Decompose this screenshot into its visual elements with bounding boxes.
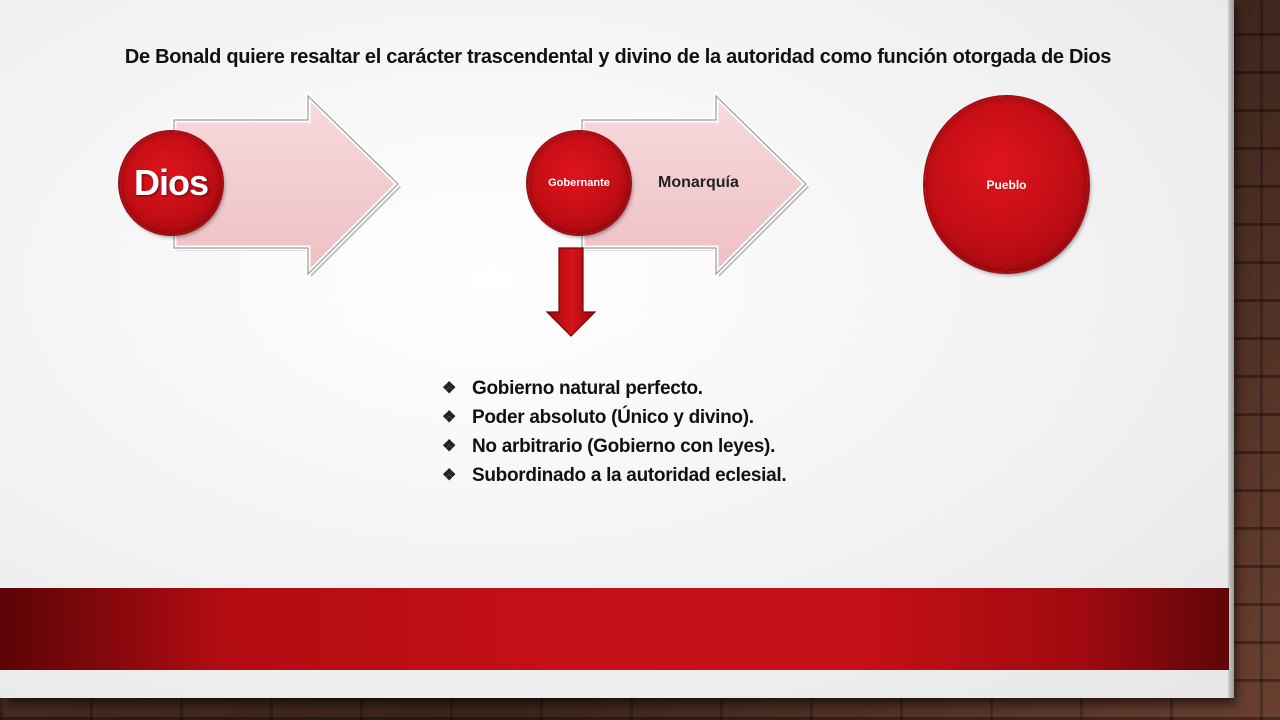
bullet-text: Poder absoluto (Único y divino). xyxy=(472,407,754,428)
diamond-bullet-icon: ❖ xyxy=(442,409,457,426)
decorative-red-band xyxy=(0,588,1229,670)
bullet-text: No arbitrario (Gobierno con leyes). xyxy=(472,436,776,457)
list-item xyxy=(442,374,786,403)
list-item xyxy=(442,432,786,461)
bullet-list xyxy=(442,374,786,490)
diamond-bullet-icon: ❖ xyxy=(442,467,457,484)
slide-title: De Bonald quiere resaltar el carácter trascendental y divino de la autoridad como función otorgada de Dios xyxy=(124,46,1112,68)
down-arrow xyxy=(543,246,599,340)
diamond-bullet-icon: ❖ xyxy=(442,438,457,455)
diamond-bullet-icon: ❖ xyxy=(442,380,457,397)
node-monarquia-label: Monarquía xyxy=(658,174,739,191)
bullet-text: Subordinado a la autoridad eclesial. xyxy=(472,465,787,486)
node-pueblo: Pueblo xyxy=(925,97,1088,272)
list-item xyxy=(442,403,786,432)
node-dios: Dios xyxy=(120,132,222,234)
bullet-text: Gobierno natural perfecto. xyxy=(472,378,703,399)
node-gobernante: Gobernante xyxy=(528,132,630,234)
list-item xyxy=(442,461,786,490)
